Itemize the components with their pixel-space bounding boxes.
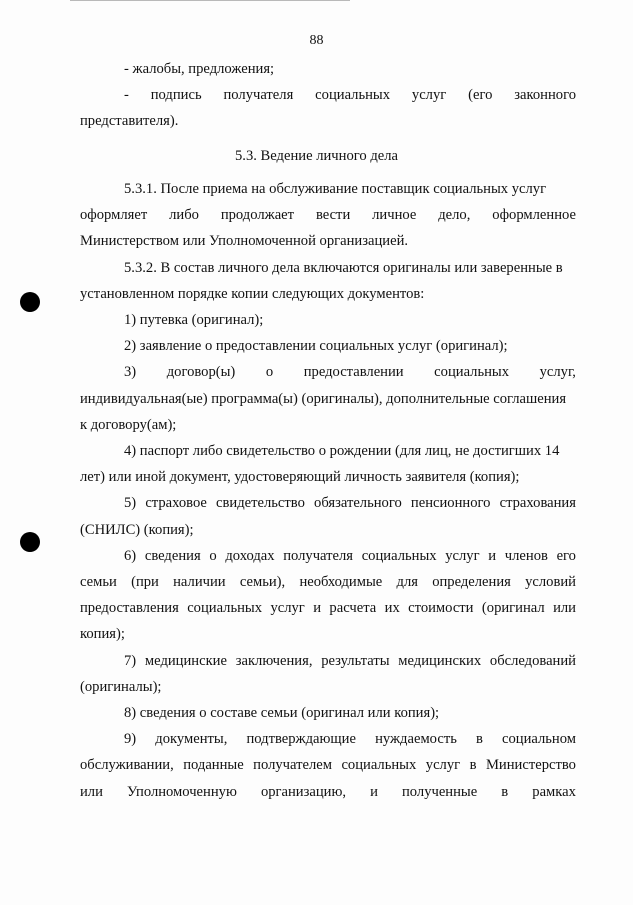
- word: социальном: [501, 731, 576, 748]
- word: определения: [432, 574, 511, 591]
- word: или: [80, 783, 103, 800]
- word: 3): [124, 364, 137, 381]
- word: социальных: [341, 757, 417, 774]
- word: организацию,: [260, 783, 347, 800]
- word: 6): [124, 547, 137, 564]
- item-2: 2) заявление о предоставлении социальных услуг (оригинал);: [124, 338, 508, 355]
- item-8: 8) сведения о составе семьи (оригинал или копия);: [124, 705, 440, 722]
- word: услуг: [270, 600, 305, 617]
- word: получателя: [223, 87, 294, 104]
- word: договор(ы): [166, 364, 236, 381]
- word: получателя: [283, 547, 354, 564]
- main-body: [80, 176, 576, 805]
- word: стоимости: [408, 600, 474, 617]
- word: и: [488, 547, 497, 564]
- word: -: [124, 87, 129, 104]
- p531-line1: 5.3.1. После приема на обслуживание поставщик социальных услуг: [124, 181, 547, 197]
- word: необходимые: [299, 574, 383, 591]
- p531-line2: [80, 202, 576, 228]
- item-5-line1: [80, 490, 576, 516]
- word: подпись: [150, 87, 202, 104]
- word: (при: [131, 574, 159, 591]
- item-6-line1: [80, 543, 576, 569]
- complaints-line: - жалобы, предложения;: [124, 61, 275, 77]
- word: либо: [169, 207, 199, 224]
- word: оформленное: [492, 207, 576, 224]
- word: обслуживании,: [80, 757, 174, 774]
- word: вести: [315, 207, 351, 224]
- item-7-line2: (оригиналы);: [80, 678, 162, 695]
- word: его: [556, 547, 576, 564]
- word: сведения: [144, 547, 201, 564]
- word: для: [396, 574, 418, 591]
- word: 7): [124, 652, 137, 669]
- signature-line: [80, 82, 576, 108]
- word: страхования: [499, 495, 576, 512]
- word: предоставления: [80, 600, 179, 617]
- word: медицинских: [398, 652, 482, 669]
- word: семьи),: [239, 574, 286, 591]
- word: о: [265, 364, 274, 381]
- word: рамках: [532, 783, 576, 800]
- p531-line3: Министерством или Уполномоченной организацией.: [80, 233, 409, 250]
- top-edge-rule: [70, 0, 350, 1]
- word: Министерство: [485, 757, 576, 774]
- word: медицинские: [144, 652, 227, 669]
- word: заключения,: [235, 652, 313, 669]
- word: Уполномоченную: [126, 783, 237, 800]
- item-5-line2: (СНИЛС) (копия);: [80, 521, 194, 538]
- word: членов: [504, 547, 548, 564]
- word: (оригинал: [481, 600, 545, 617]
- word: в: [469, 757, 477, 774]
- word: условий: [525, 574, 576, 591]
- item-9-line1: [80, 726, 576, 752]
- page-number: 88: [309, 33, 324, 48]
- section-title: 5.3. Ведение личного дела: [235, 148, 398, 164]
- word: дело,: [438, 207, 471, 224]
- word: (его: [468, 87, 493, 104]
- p532-line2: установленном порядке копии следующих документов:: [80, 285, 425, 302]
- punch-hole-bottom: [20, 532, 40, 552]
- word: услуг: [425, 757, 461, 774]
- word: свидетельство: [216, 495, 305, 512]
- word: оформляет: [80, 207, 148, 224]
- word: о: [209, 547, 217, 564]
- item-3-line2: индивидуальная(ые) программа(ы) (оригиналы), дополнительные соглашения: [80, 390, 567, 407]
- word: в: [501, 783, 509, 800]
- word: личное: [372, 207, 417, 224]
- word: предоставлении: [303, 364, 404, 381]
- item-1: 1) путевка (оригинал);: [124, 312, 264, 329]
- word: и: [313, 600, 322, 617]
- word: социальных: [361, 547, 437, 564]
- word: обследований: [489, 652, 576, 669]
- word: обязательного: [314, 495, 402, 512]
- word: и: [370, 783, 378, 800]
- word: законного: [514, 87, 576, 104]
- item-6-line4: копия);: [80, 626, 125, 643]
- word: нуждаемость: [375, 731, 457, 748]
- word: документы,: [155, 731, 228, 748]
- item-6-line3: [80, 595, 576, 621]
- word: 5): [124, 495, 137, 512]
- item-7-line1: [80, 648, 576, 674]
- item-9-line2: [80, 752, 576, 778]
- word: их: [384, 600, 400, 617]
- item-9-line3: [80, 779, 576, 805]
- item-6-line2: [80, 569, 576, 595]
- word: получателем: [253, 757, 332, 774]
- word: 9): [124, 731, 137, 748]
- item-3-line1: [80, 359, 576, 385]
- word: результаты: [321, 652, 390, 669]
- word: социальных: [187, 600, 263, 617]
- item-3-line3: к договору(ам);: [80, 416, 177, 433]
- word: продолжает: [220, 207, 295, 224]
- word: семьи: [80, 574, 117, 591]
- word: доходах: [225, 547, 275, 564]
- punch-hole-top: [20, 292, 40, 312]
- item-4-line2: лет) или иной документ, удостоверяющий личность заявителя (копия);: [80, 469, 520, 486]
- word: услуг: [445, 547, 480, 564]
- word: наличии: [173, 574, 226, 591]
- word: полученные: [402, 783, 478, 800]
- p532-line1: 5.3.2. В состав личного дела включаются оригиналы или заверенные в: [124, 259, 563, 276]
- word: в: [475, 731, 483, 748]
- word: расчета: [329, 600, 377, 617]
- word: или: [553, 600, 576, 617]
- item-4-line1: 4) паспорт либо свидетельство о рождении (для лиц, не достигших 14: [124, 443, 560, 460]
- word: социальных: [434, 364, 510, 381]
- word: социальных: [315, 87, 391, 104]
- word: страховое: [145, 495, 207, 512]
- word: пенсионного: [410, 495, 491, 512]
- intro-block: [80, 56, 576, 135]
- signature-tail-line: представителя).: [80, 113, 179, 130]
- word: услуг: [411, 87, 447, 104]
- word: услуг,: [539, 364, 576, 381]
- word: подтверждающие: [246, 731, 356, 748]
- word: поданные: [183, 757, 244, 774]
